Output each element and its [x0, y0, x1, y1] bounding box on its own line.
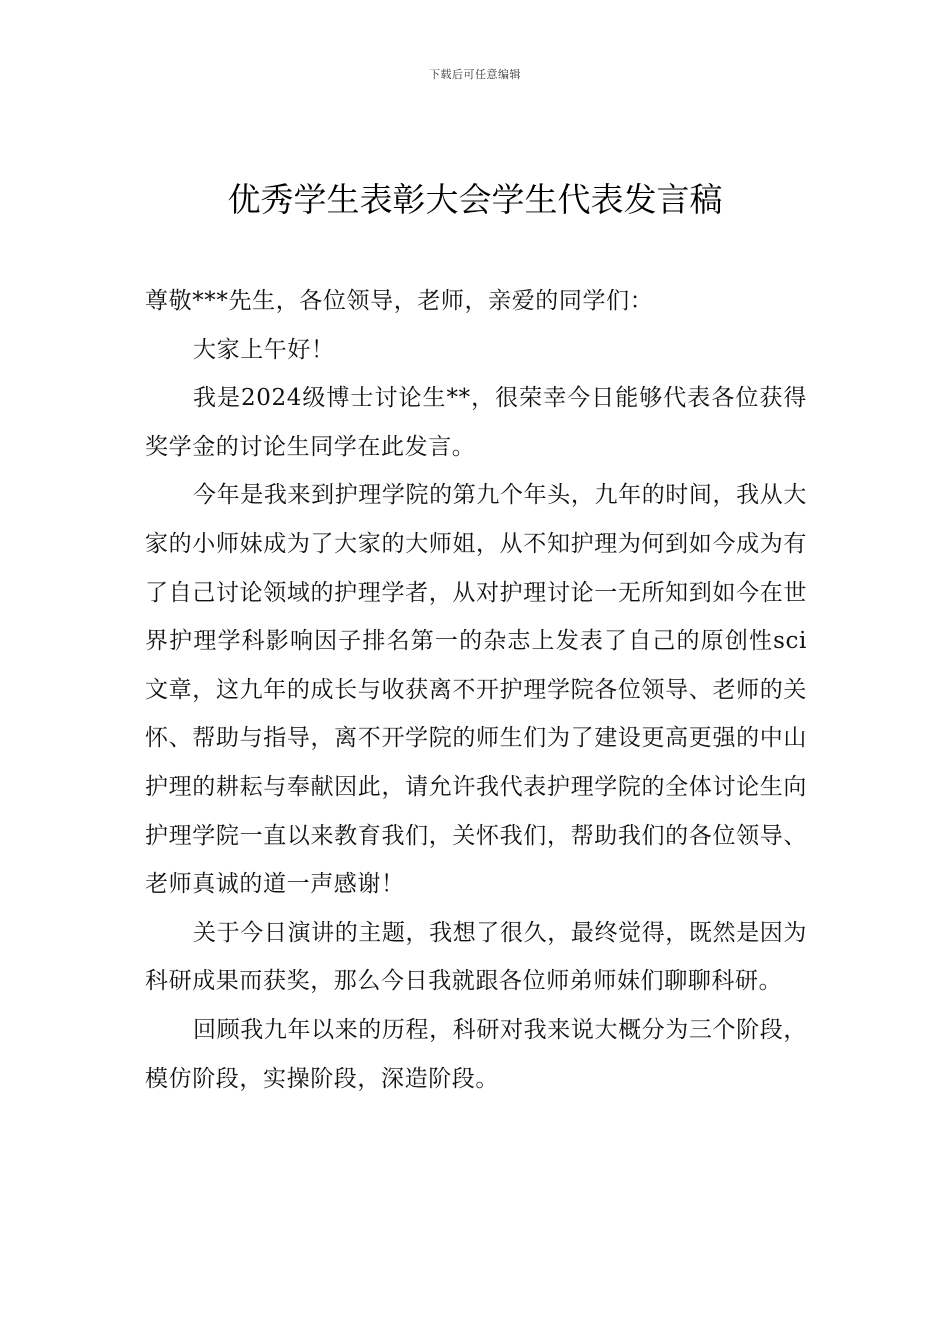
header-note: 下载后可任意编辑 [429, 68, 521, 81]
salutation: 尊敬***先生，各位领导，老师，亲爱的同学们： [145, 288, 654, 314]
paragraph-greeting: 大家上午好！ [193, 336, 335, 363]
document-body [145, 277, 807, 1103]
paragraph-topic: 关于今日演讲的主题，我想了很久，最终觉得，既然是因为科研成果而获奖，那么今日我就跟各位师弟师妹们聊聊科研。 [145, 919, 807, 995]
paragraph-gratitude: 今年是我来到护理学院的第九个年头，九年的时间，我从大家的小师妹成为了大家的大师姐，从不知护理为何到如今成为有了自己讨论领域的护理学者，从对护理讨论一无所知到如今在世界护理学科影响因子排名第一的杂志上发表了自己的原创性sci文章，这九年的成长与收获离不开护理学院各位领导、老师的关怀、帮助与指导，离不开学院的师生们为了建设更高更强的中山护理的耕耘与奉献因此，请允许我代表护理学院的全体讨论生向护理学院一直以来教育我们，关怀我们，帮助我们的各位领导、老师真诚的道一声感谢！ [145, 482, 807, 898]
document-title: 优秀学生表彰大会学生代表发言稿 [227, 180, 723, 219]
paragraph-introduction: 我是2024级博士讨论生**，很荣幸今日能够代表各位获得奖学金的讨论生同学在此发言。 [145, 385, 807, 460]
paragraph-stages: 回顾我九年以来的历程，科研对我来说大概分为三个阶段，模仿阶段，实操阶段，深造阶段。 [145, 1016, 807, 1092]
